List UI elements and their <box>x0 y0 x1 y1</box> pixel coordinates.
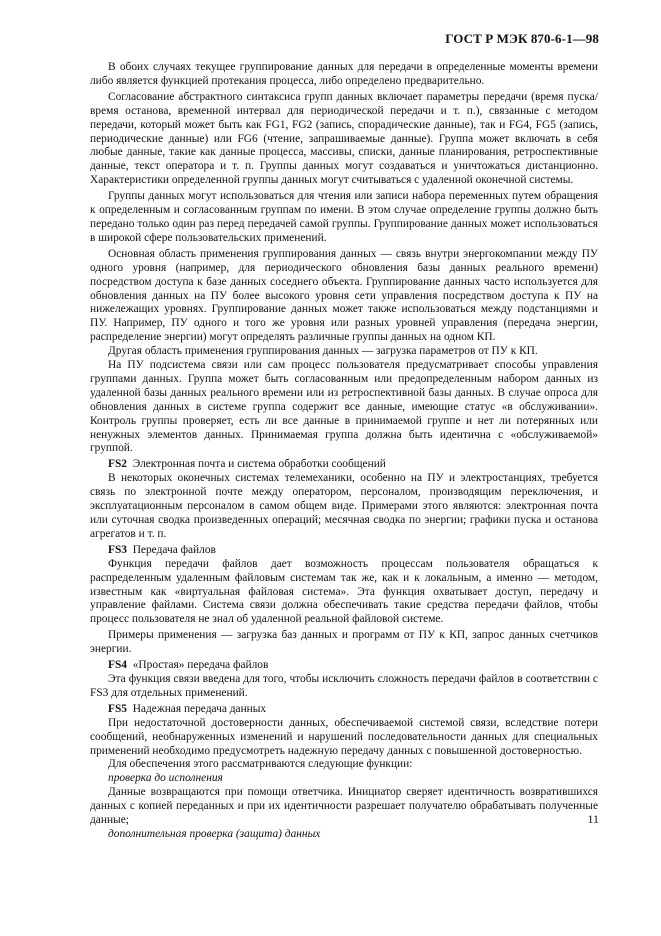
section-title: Электронная почта и система обработки сообщений <box>132 458 386 471</box>
section-heading-fs2 <box>90 458 598 472</box>
section-code: FS4 <box>108 659 127 672</box>
italic-term: проверка до исполнения <box>108 772 223 785</box>
section-heading-fs3 <box>90 544 598 558</box>
section-heading-fs5 <box>90 703 598 717</box>
paragraph: В некоторых оконечных системах телемеханики, особенно на ПУ и электростанциях, требуется связь по электронной почте между оператором, персоналом, производящим переключения, и эксплуатационным персоналом в самом общем виде. Примерами этого являются: электронная почта или суточная сводка произведенных операций; месячная сводка по энергии; графики пуска и останова агрегатов и т. п. <box>90 472 598 540</box>
paragraph: Группы данных могут использоваться для чтения или записи набора переменных путем обращения к определенным и согласованным группам по имени. В этом случае определение группы должно быть передано только один раз перед передачей самой группы. Группирование данных может использоваться в широкой сфере пользовательских применений. <box>90 190 598 244</box>
section-code: FS3 <box>108 543 127 556</box>
paragraph: Основная область применения группирования данных — связь внутри энергокомпании между ПУ одного уровня (например, для периодического обновления базы данных реального времени) посредством доступа к базе данных соседнего объекта. Группирование данных часто используется для обновления данных на ПУ более высокого уровня сети управления посредством доступа к ПУ на нижележащих уровнях. Группирование данных может также использоваться между подстанциями и ПУ. Например, ПУ одного и того же уровня или разных уровней управления (передача энергии, распределение энергии) могут определять различные группы данных на одном КП. <box>90 247 598 344</box>
paragraph: При недостаточной достоверности данных, обеспечиваемой системой связи, вследствие потери сообщений, необнаруженных изменений и нарушений последовательности данных для специальных применений необходимо предусмотреть надежную передачу данных с повышенной достоверностью. <box>90 716 598 757</box>
section-heading-fs4 <box>90 659 598 673</box>
section-code: FS2 <box>108 458 127 471</box>
paragraph: Функция передачи файлов дает возможность процессам пользователя обращаться к распределенным удаленным файловым системам так же, как и к локальным, а именно — методом, известным как «виртуальная файловая система». Эта функция охватывает доступ, передачу и управление файлами. Система связи должна обеспечивать такие средства передачи файлов, чтобы процесс пользователя не знал об удаленной реальной файловой системе. <box>90 557 598 626</box>
document-body <box>90 61 598 842</box>
paragraph: Примеры применения — загрузка баз данных и программ от ПУ к КП, запрос данных счетчиков энергии. <box>90 629 598 656</box>
paragraph: Данные возвращаются при помощи ответчика. Инициатор сверяет идентичность возвратившихся данных с копией переданных и при их идентичности разрешает получателю обрабатывать полученные данные; <box>90 786 598 827</box>
paragraph: Другая область применения группирования данных — загрузка параметров от ПУ к КП. <box>108 345 538 358</box>
paragraph: Согласование абстрактного синтаксиса групп данных включает параметры передачи (время пуска/время останова, временной интервал для периодической передачи и т. п.), связанные с методом передачи, который может быть как FG1, FG2 (запись, спорадические данные), так и FG4, FG5 (запись, периодические данные) или FG6 (чтение, запрашиваемые данные). Группа может включать в себя любые данные, такие как данные процесса, массивы, списки, данные планирования, ретроспективные данные, текст оператора и т. п. Группы данных могут создаваться и уничтожаться дистанционно. Характеристики определенной группы данных могут считываться с удаленной оконечной системы. <box>90 90 598 187</box>
paragraph: Эта функция связи введена для того, чтобы исключить сложность передачи файлов в соответствии с FS3 для отдельных применений. <box>90 672 598 699</box>
section-title: «Простая» передача файлов <box>132 659 269 672</box>
section-title: Передача файлов <box>132 543 216 556</box>
section-title: Надежная передача данных <box>132 702 267 715</box>
page-number: 11 <box>587 812 599 826</box>
paragraph: На ПУ подсистема связи или сам процесс пользователя предусматривает способы управления группами данных. Группа может быть согласованным или предопределенным набором данных из удаленной базы данных реального времени или из ретроспективной базы данных. В случае опроса для обновления данных в системе группа содержит все данные, имеющие статус «в обслуживании». Контроль группы проверяет, есть ли все данные в принимаемой группе и нет ли потерянных или ненужных элементов данных. Принимаемая группа должна быть идентична с «обслуживаемой» группой. <box>90 359 598 455</box>
italic-term: дополнительная проверка (защита) данных <box>108 827 321 840</box>
paragraph: Для обеспечения этого рассматриваются следующие функции: <box>108 758 413 771</box>
standard-header: ГОСТ Р МЭК 870-6-1—98 <box>445 31 599 46</box>
paragraph: В обоих случаях текущее группирование данных для передачи в определенные моменты времени либо является функцией протекания процесса, либо определено предварительно. <box>90 61 598 87</box>
section-code: FS5 <box>108 702 127 715</box>
